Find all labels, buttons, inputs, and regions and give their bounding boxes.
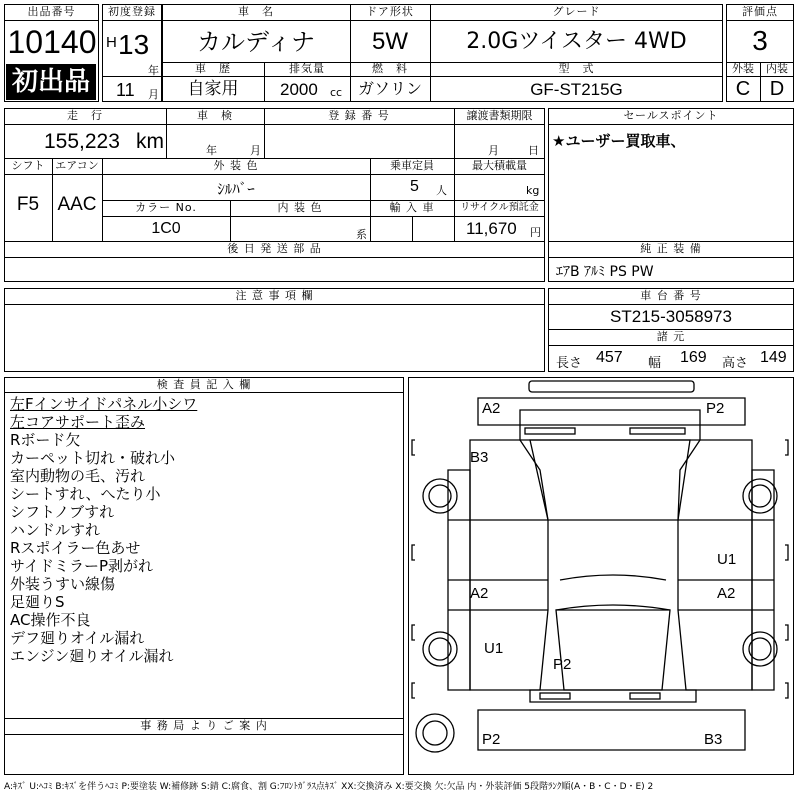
equipment-label: 純 正 装 備 [640, 242, 702, 255]
air-conditioner: AAC [57, 194, 97, 215]
interior-grade: D [769, 78, 785, 100]
length: 457 [596, 349, 623, 366]
damage-mark-rear-left: P2 [482, 731, 501, 748]
registration-year: 13 [118, 29, 150, 60]
month-unit: 月 [148, 88, 159, 101]
width-label: 幅 [648, 356, 662, 371]
color-number-label: カラー No. [135, 201, 197, 214]
max-load-unit: kg [526, 184, 540, 197]
inspector-note: 足廻りS [10, 593, 65, 611]
registration-era: H [106, 34, 117, 51]
shift-label: シフト [11, 159, 45, 172]
color-number: 1C0 [151, 220, 181, 237]
mileage: 155,223 [44, 130, 120, 153]
chassis-number: ST215-3058973 [610, 307, 732, 326]
import-label: 輸 入 車 [389, 201, 435, 214]
exterior-color: ｼﾙﾊﾞｰ [217, 180, 255, 198]
year-unit: 年 [148, 64, 159, 77]
displacement-label: 排気量 [289, 62, 325, 75]
interior-grade-label: 内装 [766, 62, 788, 75]
fuel: ガソリン [357, 79, 422, 98]
inspector-notes-list [10, 395, 400, 665]
interior-color-label: 内 装 色 [277, 201, 323, 214]
first-registration-label: 初度登録 [108, 5, 156, 18]
legend: A:ｷｽﾞ U:ﾍｺﾐ B:ｷｽﾞを伴うﾍｺﾐ P:要塗装 W:補修跡 S:錆 C:腐食、割 G:ﾌﾛﾝﾄｶﾞﾗｽ点ｷｽﾞ XX:交換済み X:要交換 欠:欠品 内・外装評価 5段階ﾗﾝｸ順(A・B・C・D・E) 2 [4, 782, 654, 792]
air-conditioner-label: エアコン [55, 159, 99, 172]
dimensions-label: 諸 元 [656, 330, 686, 343]
max-load-label: 最大積載量 [472, 159, 527, 172]
recycle-deposit-unit: 円 [530, 226, 541, 239]
capacity: 5 [410, 178, 419, 195]
damage-mark-front-right: P2 [706, 400, 725, 417]
car-name-label: 車 名 [238, 5, 274, 18]
capacity-label: 乗車定員 [390, 159, 434, 172]
inspector-title: 検 査 員 記 入 欄 [156, 378, 252, 391]
transfer-deadline-label: 譲渡書類期限 [466, 109, 533, 122]
sales-point: ★ユーザー買取車、 [552, 132, 686, 150]
capacity-unit: 人 [436, 184, 447, 197]
grade: 2.0Gツイスター 4WD [466, 29, 687, 54]
grade-label: グレード [552, 5, 601, 18]
mileage-unit: km [136, 130, 164, 153]
sales-point-label: セールスポイント [623, 109, 719, 122]
inspector-note: AC操作不良 [10, 611, 91, 629]
damage-mark-left-quarter: U1 [484, 640, 504, 657]
history: 自家用 [187, 79, 239, 99]
transfer-month-unit: 月 [488, 144, 499, 157]
exterior-grade: C [735, 78, 751, 100]
damage-mark-left-door: A2 [470, 585, 489, 602]
score-label: 評価点 [742, 5, 778, 18]
height-label: 高さ [722, 356, 749, 371]
plate-number-label: 登 録 番 号 [328, 109, 390, 122]
shift: F5 [16, 194, 40, 215]
inspector-note: Rスポイラー色あせ [10, 539, 141, 557]
interior-color-unit: 系 [356, 228, 367, 241]
inspector-note: デフ廻りオイル漏れ [10, 629, 145, 647]
inspector-note: シートすれ、へたり小 [10, 485, 161, 503]
displacement-unit: cc [330, 86, 343, 99]
length-label: 長さ [556, 356, 583, 371]
transfer-day-unit: 日 [528, 144, 539, 157]
history-label: 車 歴 [195, 62, 231, 75]
lot-number: 10140 [7, 24, 97, 60]
inspection-month-unit: 月 [250, 144, 261, 157]
inspection-label: 車 検 [197, 109, 233, 122]
inspector-note: 外装うすい線傷 [10, 575, 116, 593]
lot-number-label: 出品番号 [27, 5, 76, 18]
equipment: ｴｱB ｱﾙﾐ PS PW [556, 264, 654, 280]
damage-mark-right-door: U1 [717, 551, 737, 568]
height: 149 [760, 349, 787, 366]
car-damage-diagram [408, 377, 794, 775]
inspector-note: エンジン廻りオイル漏れ [10, 647, 174, 665]
damage-mark-front-left: A2 [482, 400, 501, 417]
later-parts-label: 後 日 発 送 部 品 [227, 242, 322, 255]
damage-mark-right-quarter: A2 [717, 585, 736, 602]
first-listing-badge: 初出品 [6, 64, 96, 100]
displacement: 2000 [280, 80, 318, 99]
door-type: 5W [372, 28, 408, 55]
damage-mark-left-fender: B3 [470, 449, 489, 466]
model-code-label: 型 式 [558, 62, 595, 75]
inspection-year-unit: 年 [206, 144, 217, 157]
inspector-note: ハンドルすれ [10, 521, 101, 539]
recycle-deposit: 11,670 [466, 219, 517, 238]
mileage-label: 走 行 [67, 109, 103, 122]
door-type-label: ドア形状 [366, 5, 414, 18]
damage-mark-rear-glass: P2 [553, 656, 572, 673]
fuel-label: 燃 料 [372, 62, 408, 75]
inspector-note: サイドミラーP剥がれ [10, 557, 153, 575]
recycle-deposit-label: リサイクル預託金 [460, 202, 539, 213]
office-notice-label: 事 務 局 よ り ご 案 内 [140, 719, 268, 732]
notes-label: 注 意 事 項 欄 [235, 289, 314, 302]
inspector-note: 室内動物の毛、汚れ [10, 467, 146, 485]
exterior-color-label: 外 装 色 [213, 159, 259, 172]
exterior-grade-label: 外装 [732, 62, 754, 75]
inspector-note: 左Fインサイドパネル小シワ [10, 395, 198, 413]
registration-month: 11 [116, 80, 135, 100]
width: 169 [680, 349, 707, 366]
chassis-number-label: 車 台 番 号 [640, 289, 702, 302]
inspector-note: カーペット切れ・破れ小 [10, 449, 176, 467]
car-name: カルディナ [196, 28, 316, 56]
damage-mark-rear-right: B3 [704, 731, 723, 748]
score: 3 [752, 25, 768, 56]
model-code: GF-ST215G [530, 80, 623, 99]
inspector-note: 左コアサポート歪み [10, 413, 146, 431]
inspector-note: シフトノブすれ [10, 503, 115, 521]
inspector-note: Rボード欠 [10, 431, 81, 449]
